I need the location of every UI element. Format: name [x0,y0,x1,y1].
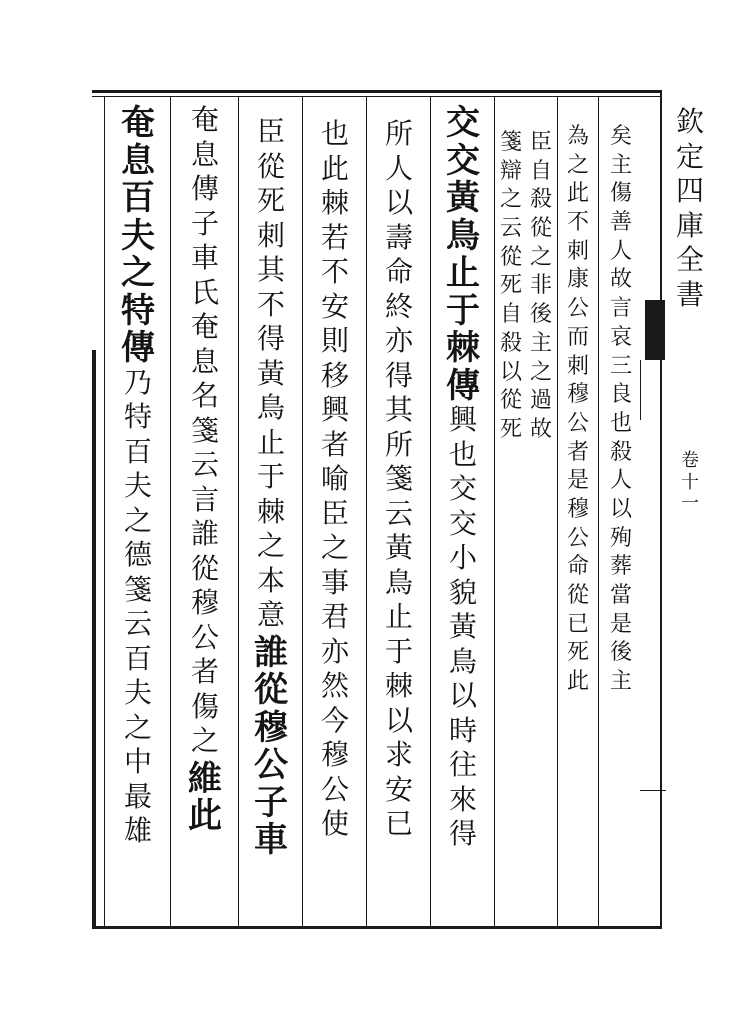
glyph: 得 [384,358,413,392]
glyph: 子 [190,206,219,240]
glyph: 于 [256,460,285,493]
glyph: 息 [190,137,219,171]
glyph: 使 [320,807,349,840]
top-border-inner [92,96,662,97]
glyph: 于 [384,634,413,668]
glyph: 臣 [256,115,285,148]
glyph: 得 [256,322,285,355]
glyph: 後 [609,640,632,666]
glyph: 辯 [499,158,522,184]
glyph: 之 [566,152,589,178]
glyph: 所 [384,117,413,150]
text-run [123,365,152,852]
glyph: 云 [384,496,413,530]
text-column-1 [600,126,642,700]
glyph: 交 [448,506,477,540]
glyph: 箋 [123,572,152,606]
glyph: 鳥 [384,565,413,599]
glyph: 奄 [121,103,155,143]
glyph: 為 [566,124,589,149]
text-run [384,117,413,845]
glyph: 一 [681,493,699,514]
glyph: 主 [529,330,552,356]
glyph: 之 [121,253,155,293]
glyph: 殺 [529,187,552,213]
glyph: 百 [121,178,155,218]
glyph: 主 [609,152,632,178]
glyph: 君 [320,600,349,633]
glyph: 穆 [320,738,349,771]
glyph: 全 [675,243,704,276]
glyph: 康 [566,267,589,293]
text-column-9 [172,103,238,837]
glyph: 非 [529,273,552,299]
glyph: 殺 [499,330,522,356]
glyph: 氏 [190,275,219,309]
glyph: 所 [384,427,413,461]
glyph: 棘 [384,669,413,702]
bottom-border [92,926,662,929]
glyph: 百 [123,434,152,468]
glyph: 公 [566,410,589,436]
text-column-2 [558,126,598,700]
glyph: 者 [566,439,589,465]
right-border [660,90,662,928]
glyph: 庫 [675,208,704,242]
glyph: 興 [448,403,477,436]
glyph: 終 [384,289,413,323]
glyph: 時 [448,713,477,747]
glyph: 之 [123,503,152,537]
glyph: 箋 [384,462,413,495]
volume-label [670,452,710,517]
glyph: 矣 [609,124,632,149]
glyph: 來 [448,782,477,816]
glyph: 臣 [529,130,552,155]
glyph: 人 [609,468,632,494]
text-run [610,126,632,700]
glyph: 奄 [190,103,219,136]
glyph: 死 [566,640,589,666]
glyph: 交 [446,140,480,181]
glyph: 三 [609,353,632,379]
glyph: 良 [609,382,632,408]
glyph: 從 [529,216,552,242]
glyph: 從 [254,670,288,710]
glyph: 言 [609,296,632,322]
glyph: 之 [256,529,285,562]
glyph: 者 [320,427,349,461]
column-divider [366,96,367,926]
glyph: 以 [384,186,413,219]
glyph: 百 [123,641,152,675]
glyph: 車 [190,241,219,274]
glyph: 而 [566,324,589,350]
glyph: 鳥 [256,391,285,424]
glyph: 車 [254,820,288,860]
glyph: 移 [320,358,349,392]
glyph: 夫 [123,676,152,709]
text-column-10 [106,103,170,852]
glyph: 人 [384,151,413,185]
glyph: 四 [675,174,704,207]
glyph: 喻 [320,462,349,495]
glyph: 維 [188,758,222,799]
glyph: 亦 [320,634,349,668]
glyph: 興 [320,393,349,426]
glyph: 故 [609,267,632,293]
glyph: 安 [384,772,413,806]
glyph: 求 [384,738,413,771]
glyph: 雄 [123,814,152,847]
top-border [92,90,662,93]
glyph: 棘 [446,328,480,368]
glyph: 善 [609,210,632,236]
text-column-7 [304,117,366,845]
margin-line [640,790,666,791]
glyph: 傳 [446,365,480,406]
glyph: 鳥 [446,215,480,256]
glyph: 從 [190,551,219,585]
glyph: 之 [190,724,219,757]
glyph: 之 [123,710,152,744]
glyph: 箋 [190,413,219,447]
text-column-3 [524,132,558,448]
glyph: 已 [566,611,589,637]
glyph: 傷 [190,689,219,723]
glyph: 以 [609,496,632,522]
glyph: 交 [448,472,477,505]
glyph: 若 [320,220,349,254]
glyph: 德 [123,538,152,571]
column-divider [430,96,431,926]
glyph: 止 [446,253,480,293]
text-run [675,105,704,315]
glyph: 云 [123,607,152,640]
glyph: 死 [256,184,285,217]
glyph: 以 [384,703,413,737]
glyph: 當 [609,583,632,608]
glyph: 夫 [123,469,152,502]
glyph: 不 [320,255,349,288]
text-column-8 [240,115,302,861]
margin-ribbon [645,300,665,360]
glyph: 誰 [190,517,219,550]
glyph: 是 [609,611,632,637]
glyph: 命 [384,255,413,288]
glyph: 殺 [609,439,632,465]
text-run [448,403,477,855]
text-run [254,632,288,861]
text-run [188,758,222,837]
glyph: 自 [529,158,552,184]
glyph: 是 [566,468,589,494]
glyph: 公 [566,525,589,551]
glyph: 最 [123,779,152,813]
glyph: 此 [188,796,222,836]
glyph: 然 [320,669,349,702]
glyph: 哀 [609,324,632,350]
glyph: 止 [256,425,285,459]
glyph: 傳 [121,328,155,368]
glyph: 過 [529,388,552,414]
glyph: 也 [448,437,477,471]
glyph: 傳 [190,172,219,205]
glyph: 之 [320,531,349,564]
glyph: 人 [609,238,632,264]
glyph: 以 [448,679,477,712]
glyph: 乃 [123,365,152,399]
glyph: 箋 [499,130,522,155]
glyph: 黃 [256,356,285,390]
glyph: 者 [190,655,219,688]
glyph: 之 [499,187,522,213]
glyph: 子 [254,782,288,823]
glyph: 息 [190,344,219,378]
glyph: 鳥 [448,644,477,678]
glyph: 貌 [448,575,477,609]
column-divider [170,96,171,926]
glyph: 從 [499,388,522,414]
glyph: 後 [529,302,552,328]
glyph: 刺 [566,353,589,379]
glyph: 黃 [384,531,413,564]
glyph: 云 [190,448,219,481]
glyph: 從 [256,149,285,183]
glyph: 故 [529,416,552,442]
glyph: 棘 [256,494,285,528]
glyph: 定 [675,139,704,173]
column-divider [238,96,239,926]
glyph: 今 [320,703,349,737]
left-border [92,350,96,928]
glyph: 不 [256,287,285,321]
text-run [121,103,155,369]
glyph: 之 [529,244,552,270]
glyph: 穆 [566,496,589,522]
column-divider [302,96,303,926]
glyph: 已 [384,807,413,840]
glyph: 公 [254,745,288,785]
glyph: 本 [256,563,285,597]
glyph: 則 [320,324,349,357]
glyph: 殉 [609,525,632,551]
glyph: 得 [448,817,477,850]
glyph: 臣 [320,496,349,530]
glyph: 欽 [675,105,704,138]
text-run [567,126,589,700]
glyph: 公 [190,620,219,654]
glyph: 其 [384,393,413,426]
text-run [530,132,552,448]
glyph: 穆 [254,707,288,748]
glyph: 往 [448,748,477,781]
glyph: 小 [448,541,477,574]
glyph: 息 [121,140,155,181]
glyph: 從 [566,583,589,608]
glyph: 意 [256,598,285,631]
glyph: 公 [320,772,349,806]
glyph: 黃 [448,610,477,643]
glyph: 主 [609,669,632,695]
text-run [256,115,285,636]
glyph: 夫 [121,215,155,256]
text-run [190,103,219,762]
glyph: 于 [446,290,480,331]
glyph: 黃 [446,178,480,218]
glyph: 安 [320,289,349,323]
glyph: 云 [499,216,522,242]
glyph: 也 [320,117,349,150]
glyph: 其 [256,253,285,286]
glyph: 穆 [190,586,219,619]
glyph: 棘 [320,186,349,219]
glyph: 名 [190,379,219,412]
glyph: 之 [529,359,552,385]
library-title [668,105,712,315]
glyph: 刺 [566,238,589,264]
glyph: 止 [384,600,413,633]
glyph: 死 [499,273,522,299]
glyph: 言 [190,482,219,516]
glyph: 特 [121,290,155,331]
glyph: 不 [566,210,589,236]
glyph: 中 [123,745,152,778]
glyph: 十 [681,471,699,493]
glyph: 書 [675,277,704,311]
glyph: 此 [566,181,589,207]
glyph: 特 [123,400,152,433]
glyph: 壽 [384,220,413,254]
glyph: 刺 [256,218,285,252]
glyph: 穆 [566,382,589,408]
glyph: 自 [499,302,522,328]
glyph: 奄 [190,310,219,343]
glyph: 此 [566,669,589,695]
column-divider [104,96,105,926]
glyph: 事 [320,565,349,599]
glyph: 此 [320,151,349,185]
text-run [320,117,349,845]
glyph: 亦 [384,324,413,357]
glyph: 葬 [609,554,632,580]
glyph: 傷 [609,181,632,207]
glyph: 從 [499,244,522,270]
text-column-4 [494,132,528,448]
glyph: 誰 [254,632,288,673]
glyph: 交 [446,103,480,143]
text-run [500,132,522,448]
text-column-6 [368,117,430,845]
glyph: 死 [499,416,522,442]
glyph: 以 [499,359,522,385]
glyph: 命 [566,554,589,580]
glyph: 公 [566,296,589,322]
text-column-5 [432,103,494,855]
glyph: 也 [609,410,632,436]
text-run [446,103,480,406]
glyph: 卷 [681,450,699,471]
text-run [681,452,699,517]
column-divider [598,96,599,926]
